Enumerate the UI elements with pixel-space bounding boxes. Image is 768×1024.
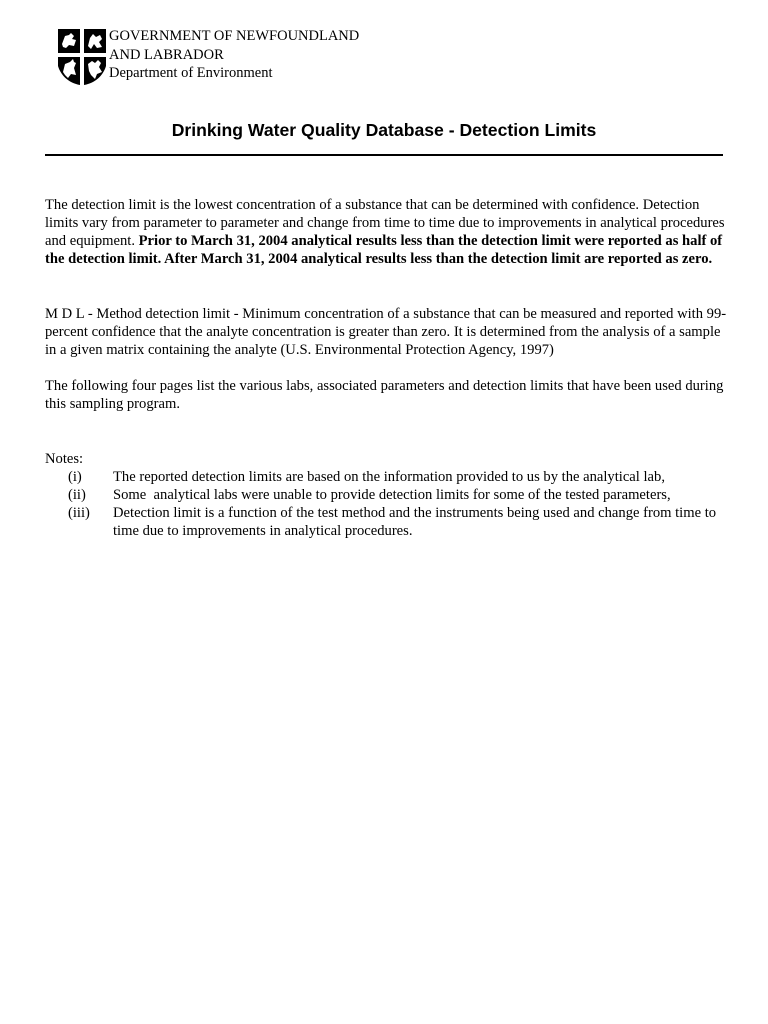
note-number: (ii): [68, 487, 86, 503]
detection-limit-policy-note: Prior to March 31, 2004 analytical results less than the detection limit were reported as half of the detection limit. After March 31, 2004 analytical results less than the detection limit are reported as zero.: [45, 233, 723, 267]
title-divider: [45, 154, 723, 156]
note-number: (iii): [68, 505, 90, 521]
note-text: Some analytical labs were unable to provide detection limits for some of the tested parameters,: [113, 487, 671, 503]
government-name-line-1: GOVERNMENT OF NEWFOUNDLAND: [109, 28, 360, 44]
note-text: Detection limit is a function of the test method and the instruments being used and change from time to time due to improvements in analytical procedures.: [113, 505, 717, 539]
government-name-line-2: AND LABRADOR: [109, 46, 224, 63]
detection-limit-intro: The detection limit is the lowest concentration of a substance that can be determined with confidence. Detection limits vary from parameter to parameter and change from time to time due to improvements in analytical procedures and equipment.: [45, 197, 725, 249]
mdl-definition-paragraph: M D L - Method detection limit - Minimum concentration of a substance that can be measured and reported with 99-percent confidence that the analyte concentration is greater than zero. It is determined from the analysis of a sample in a given matrix containing the analyte (U.S. Environmental Protection Agency, 1997): [45, 306, 727, 358]
government-name-block: [109, 27, 359, 83]
newfoundland-labrador-coat-of-arms-icon: [57, 28, 107, 86]
note-item: [45, 468, 727, 486]
letterhead: [57, 27, 359, 86]
following-pages-paragraph: The following four pages list the various labs, associated parameters and detection limits that have been used during this sampling program.: [45, 378, 724, 412]
department-name: Department of Environment: [109, 65, 273, 81]
note-number: (i): [68, 469, 82, 485]
note-item: [45, 504, 727, 540]
note-item: [45, 486, 727, 504]
notes-label: Notes:: [45, 451, 84, 467]
note-text: The reported detection limits are based on the information provided to us by the analytical lab,: [113, 469, 665, 485]
notes-list: [45, 468, 727, 540]
detection-limit-paragraph: [45, 196, 727, 268]
document-title: Drinking Water Quality Database - Detection Limits: [171, 120, 597, 140]
